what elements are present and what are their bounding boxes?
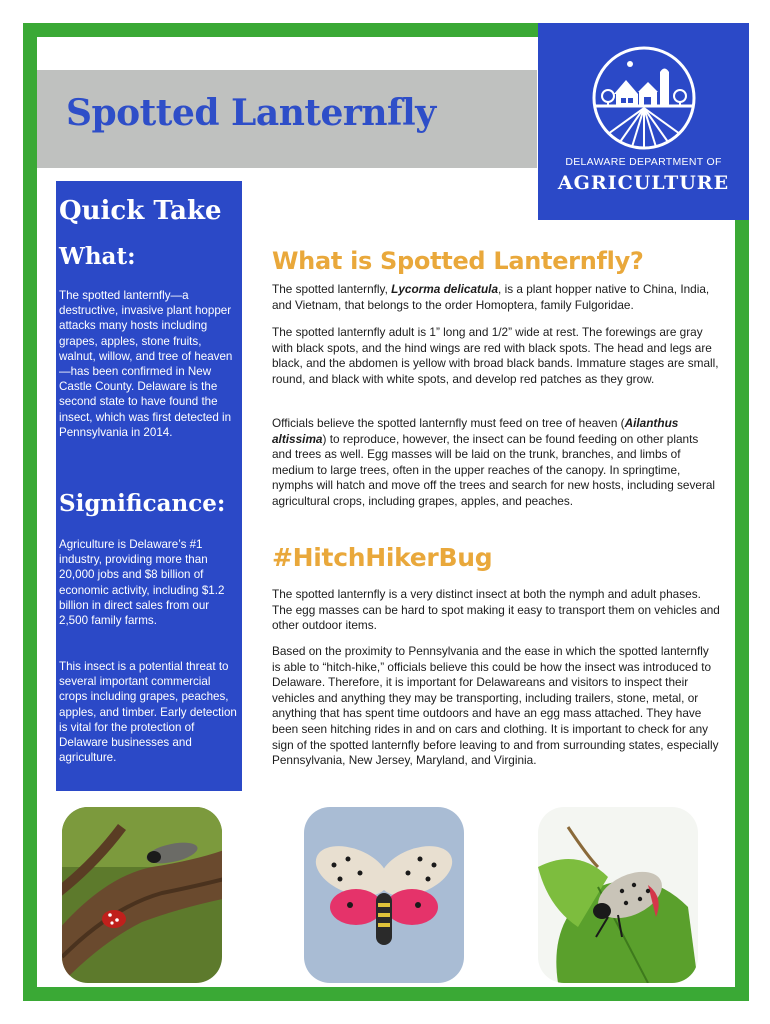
host-species-name: Ailanthus altissima [272, 416, 679, 446]
what-heading: What: [59, 243, 136, 270]
hitchhiker-paragraph-2: Based on the proximity to Pennsylvania and the ease in which the spotted lanternfly is able to “hitch-hike,” officials believe this could be how the insect was introduced to Delaware. Therefore, it is important for Delawareans and visitors to inspect their vehicles and anything they may be transporting, including trailers, stone, metal, or anything that has spent time outdoors and have an egg mass attached. They have been seen hitching rides in and on cars and clothing. It is important to check for any sign of the spotted lanternfly before leaving to and from surrounding states, especially Pennsylvania, New Jersey, Maryland, and Virginia. [272, 644, 719, 768]
species-name: Lycorma delicatula [391, 282, 499, 296]
hitchhiker-paragraph-1: The spotted lanternfly is a very distinct insect at both the nymph and adult phases. The egg masses can be hard to spot making it easy to transport them on vehicles and other outdoor items. [272, 587, 720, 633]
what-text: The spotted lanternfly—a destructive, invasive plant hopper attacks many hosts including grapes, apples, stone fruits, walnut, willow, and tree of heaven—has been confirmed in New Castle County. Delaware is the second state to have found the insect, which was first detected in Pennsylvania in 2014. [59, 289, 233, 439]
significance-text-1: Agriculture is Delaware’s #1 industry, providing more than 20,000 jobs and $8 billion of economic activity, including $1.2 billion in direct sales from our 2,500 family farms. [59, 538, 225, 628]
quick-take-heading: Quick Take [59, 196, 222, 226]
logo-agriculture-line: AGRICULTURE [557, 172, 730, 194]
hitchhikerbug-heading: #HitchHikerBug [272, 543, 493, 572]
photo-lanternfly-on-leaf [538, 807, 698, 983]
what-is-heading: What is Spotted Lanternfly? [272, 247, 644, 275]
significance-text-2: This insect is a potential threat to several important commercial crops including grapes, peaches, apples, and timber. Early detection is vital for the protection of Delaware businesses and agriculture. [59, 660, 237, 765]
intro-paragraph: The spotted lanternfly, Lycorma delicatula, is a plant hopper native to China, India, and Vietnam, that belongs to the order Homoptera, family Fulgoridae. [272, 282, 710, 312]
photo-lanternfly-wings-spread [304, 807, 464, 983]
barn-field-icon [588, 42, 700, 154]
host-paragraph: Officials believe the spotted lanternfly must feed on tree of heaven (Ailanthus altissima) to reproduce, however, the insect can be found feeding on other plants and trees as well. Egg masses will be laid on the trunk, branches, and limbs of medium to large trees, often in the upper reaches of the canopy. In springtime, nymphs will hatch and move off the trees and search for new hosts, including several agricultural crops, including grapes, apples, and peaches. [272, 416, 716, 508]
logo-department-line: DELAWARE DEPARTMENT OF [565, 156, 722, 168]
page-title: Spotted Lanternfly [66, 92, 436, 134]
description-paragraph: The spotted lanternfly adult is 1” long and 1/2” wide at rest. The forewings are gray with black spots, and the hind wings are red with black spots. The head and legs are black, and the abdomen is yellow with broad black bands. Immature stages are small, round, and black with white spots, and develop red patches as they grow. [272, 325, 719, 386]
significance-heading: Significance: [59, 490, 226, 517]
photo-lanternfly-on-branch [62, 807, 222, 983]
